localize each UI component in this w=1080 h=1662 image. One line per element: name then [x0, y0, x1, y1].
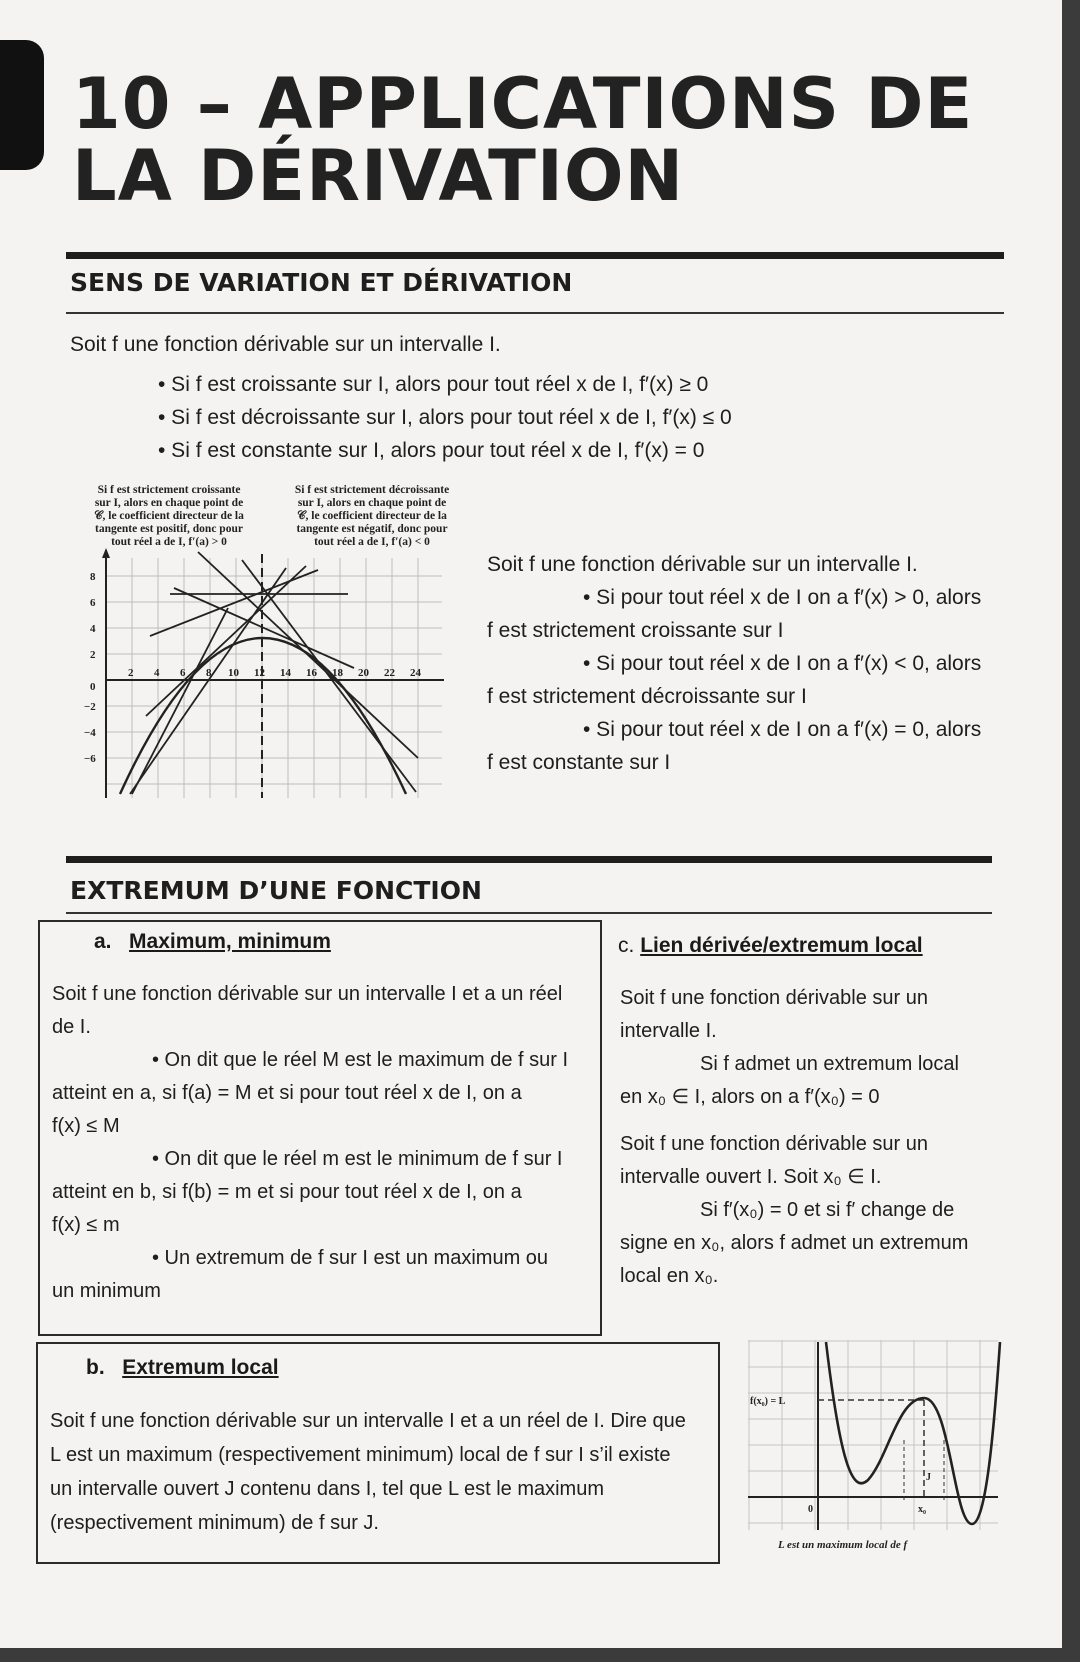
- subsection-title: Lien dérivée/extremum local: [640, 934, 923, 957]
- chapter-tab-marker: [0, 40, 44, 170]
- caption-line: tout réel a de I, f′(a) < 0: [314, 536, 430, 548]
- y-tick-label: 0: [90, 681, 96, 693]
- text-line: Si f admet un extremum local: [700, 1053, 959, 1075]
- variation-theorem-intro: Soit f une fonction dérivable sur un intervalle I.: [487, 553, 918, 576]
- text-line: un minimum: [52, 1280, 161, 1302]
- local-maximum-graph: [748, 1340, 1004, 1556]
- x-tick-label: 8: [206, 667, 212, 679]
- section-divider-thin: [66, 312, 1004, 314]
- text-line: atteint en b, si f(b) = m et si pour tout réel x de I, on a: [52, 1181, 522, 1203]
- variation-theorem-result: f est strictement décroissante sur I: [487, 685, 807, 708]
- graph-caption-decreasing: [278, 484, 466, 549]
- subsection-title: Maximum, minimum: [129, 930, 331, 953]
- subsection-a-heading: [94, 930, 331, 954]
- x-tick-label: 2: [128, 667, 134, 679]
- x-tick-label: 22: [384, 667, 395, 679]
- x-tick-label: 16: [306, 667, 317, 679]
- text-line: (respectivement minimum) de f sur J.: [50, 1512, 379, 1534]
- text-line: Si f′(x₀) = 0 et si f′ change de: [700, 1199, 955, 1221]
- y-tick-label: 4: [90, 623, 96, 635]
- section-divider-thick: [66, 252, 1004, 259]
- caption-line: 𝒞, le coefficient directeur de la: [297, 510, 447, 522]
- section-divider-thin: [66, 912, 992, 914]
- variation-theorem-result: f est constante sur I: [487, 751, 671, 774]
- text-line: intervalle I.: [620, 1020, 717, 1042]
- text-line: local en x₀.: [620, 1265, 719, 1287]
- text-line: Soit f une fonction dérivable sur un: [620, 987, 928, 1009]
- subsection-title: Extremum local: [122, 1356, 279, 1379]
- variation-bullet: • Si f est constante sur I, alors pour tout réel x de I, f′(x) = 0: [158, 439, 705, 462]
- graph-caption-increasing: [78, 484, 260, 549]
- caption-line: tangente est positif, donc pour: [95, 523, 243, 535]
- caption-line: sur I, alors en chaque point de: [94, 497, 244, 509]
- y-tick-label: −6: [84, 753, 96, 765]
- graph-tick-labels: [84, 571, 422, 765]
- text-line: intervalle ouvert I. Soit x₀ ∈ I.: [620, 1166, 882, 1188]
- local-graph-caption: L est un maximum local de f: [778, 1539, 908, 1551]
- variation-graph: [78, 548, 448, 800]
- y-tick-label: 2: [90, 649, 96, 661]
- x-tick-label: 24: [410, 667, 421, 679]
- chapter-title-line1: 10 – APPLICATIONS DE: [72, 63, 974, 145]
- variation-bullet: • Si f est croissante sur I, alors pour tout réel x de I, f′(x) ≥ 0: [158, 373, 709, 396]
- text-line: un intervalle ouvert J contenu dans I, tel que L est le maximum: [50, 1478, 604, 1500]
- text-line: Soit f une fonction dérivable sur un intervalle I et a un réel de I. Dire que: [50, 1410, 686, 1432]
- maximum-minimum-text: [52, 978, 592, 1308]
- variation-intro: Soit f une fonction dérivable sur un intervalle I.: [70, 333, 501, 356]
- y-axis-arrow-icon: [102, 548, 110, 558]
- text-line: Soit f une fonction dérivable sur un intervalle I et a un réel: [52, 983, 563, 1005]
- label-x0: x₀: [918, 1504, 926, 1515]
- caption-line: Si f est strictement décroissante: [294, 484, 450, 496]
- section-heading-extremum: EXTREMUM D’UNE FONCTION: [70, 876, 482, 905]
- variation-theorem: [487, 548, 981, 779]
- variation-theorem-cond: • Si pour tout réel x de I on a f′(x) = 0, alors: [583, 718, 982, 741]
- caption-line: tout réel a de I, f′(a) > 0: [111, 536, 227, 548]
- x-tick-label: 14: [280, 667, 291, 679]
- text-line: f(x) ≤ m: [52, 1214, 120, 1236]
- chapter-title-line2: LA DÉRIVATION: [72, 135, 685, 217]
- section-divider-thick: [66, 856, 992, 863]
- variation-bullet: • Si f est décroissante sur I, alors pour tout réel x de I, f′(x) ≤ 0: [158, 406, 732, 429]
- text-line: • On dit que le réel M est le maximum de f sur I: [152, 1049, 569, 1071]
- x-tick-label: 10: [228, 667, 239, 679]
- y-tick-label: −4: [84, 727, 96, 739]
- caption-line: 𝒞, le coefficient directeur de la: [94, 510, 244, 522]
- text-line: Soit f une fonction dérivable sur un: [620, 1133, 928, 1155]
- chapter-title: [72, 63, 974, 217]
- subsection-b-heading: [86, 1356, 279, 1380]
- y-tick-label: 6: [90, 597, 96, 609]
- text-line: f(x) ≤ M: [52, 1115, 120, 1137]
- x-tick-label: 18: [332, 667, 343, 679]
- subsection-label: c.: [618, 934, 635, 957]
- y-tick-label: −2: [84, 701, 96, 713]
- label-j: J: [926, 1472, 931, 1483]
- text-line: atteint en a, si f(a) = M et si pour tout réel x de I, on a: [52, 1082, 522, 1104]
- variation-theorem-cond: • Si pour tout réel x de I on a f′(x) > 0, alors: [583, 586, 982, 609]
- text-line: en x₀ ∈ I, alors on a f′(x₀) = 0: [620, 1086, 880, 1108]
- subsection-label: b.: [86, 1356, 105, 1379]
- text-line: • Un extremum de f sur I est un maximum ou: [152, 1247, 549, 1269]
- caption-line: tangente est négatif, donc pour: [296, 523, 448, 535]
- label-origin: 0: [808, 1504, 813, 1515]
- subsection-label: a.: [94, 930, 112, 953]
- text-line: • On dit que le réel m est le minimum de f sur I: [152, 1148, 563, 1170]
- text-line: L est un maximum (respectivement minimum) local de f sur I s’il existe: [50, 1444, 671, 1466]
- subsection-c-heading: [618, 934, 923, 958]
- text-line: de I.: [52, 1016, 91, 1038]
- x-tick-label: 20: [358, 667, 369, 679]
- section-heading-variation: SENS DE VARIATION ET DÉRIVATION: [70, 268, 573, 297]
- x-tick-label: 6: [180, 667, 186, 679]
- caption-line: sur I, alors en chaque point de: [297, 497, 447, 509]
- variation-bullets: [158, 368, 732, 467]
- local-extremum-text: [50, 1404, 710, 1540]
- x-tick-label: 12: [254, 667, 265, 679]
- variation-theorem-result: f est strictement croissante sur I: [487, 619, 784, 642]
- y-tick-label: 8: [90, 571, 96, 583]
- derivative-extremum-text: [620, 982, 1010, 1293]
- caption-line: Si f est strictement croissante: [97, 484, 241, 496]
- label-fx0: f(x₀) = L: [750, 1396, 786, 1407]
- variation-theorem-cond: • Si pour tout réel x de I on a f′(x) < 0, alors: [583, 652, 982, 675]
- text-line: signe en x₀, alors f admet un extremum: [620, 1232, 969, 1254]
- x-tick-label: 4: [154, 667, 160, 679]
